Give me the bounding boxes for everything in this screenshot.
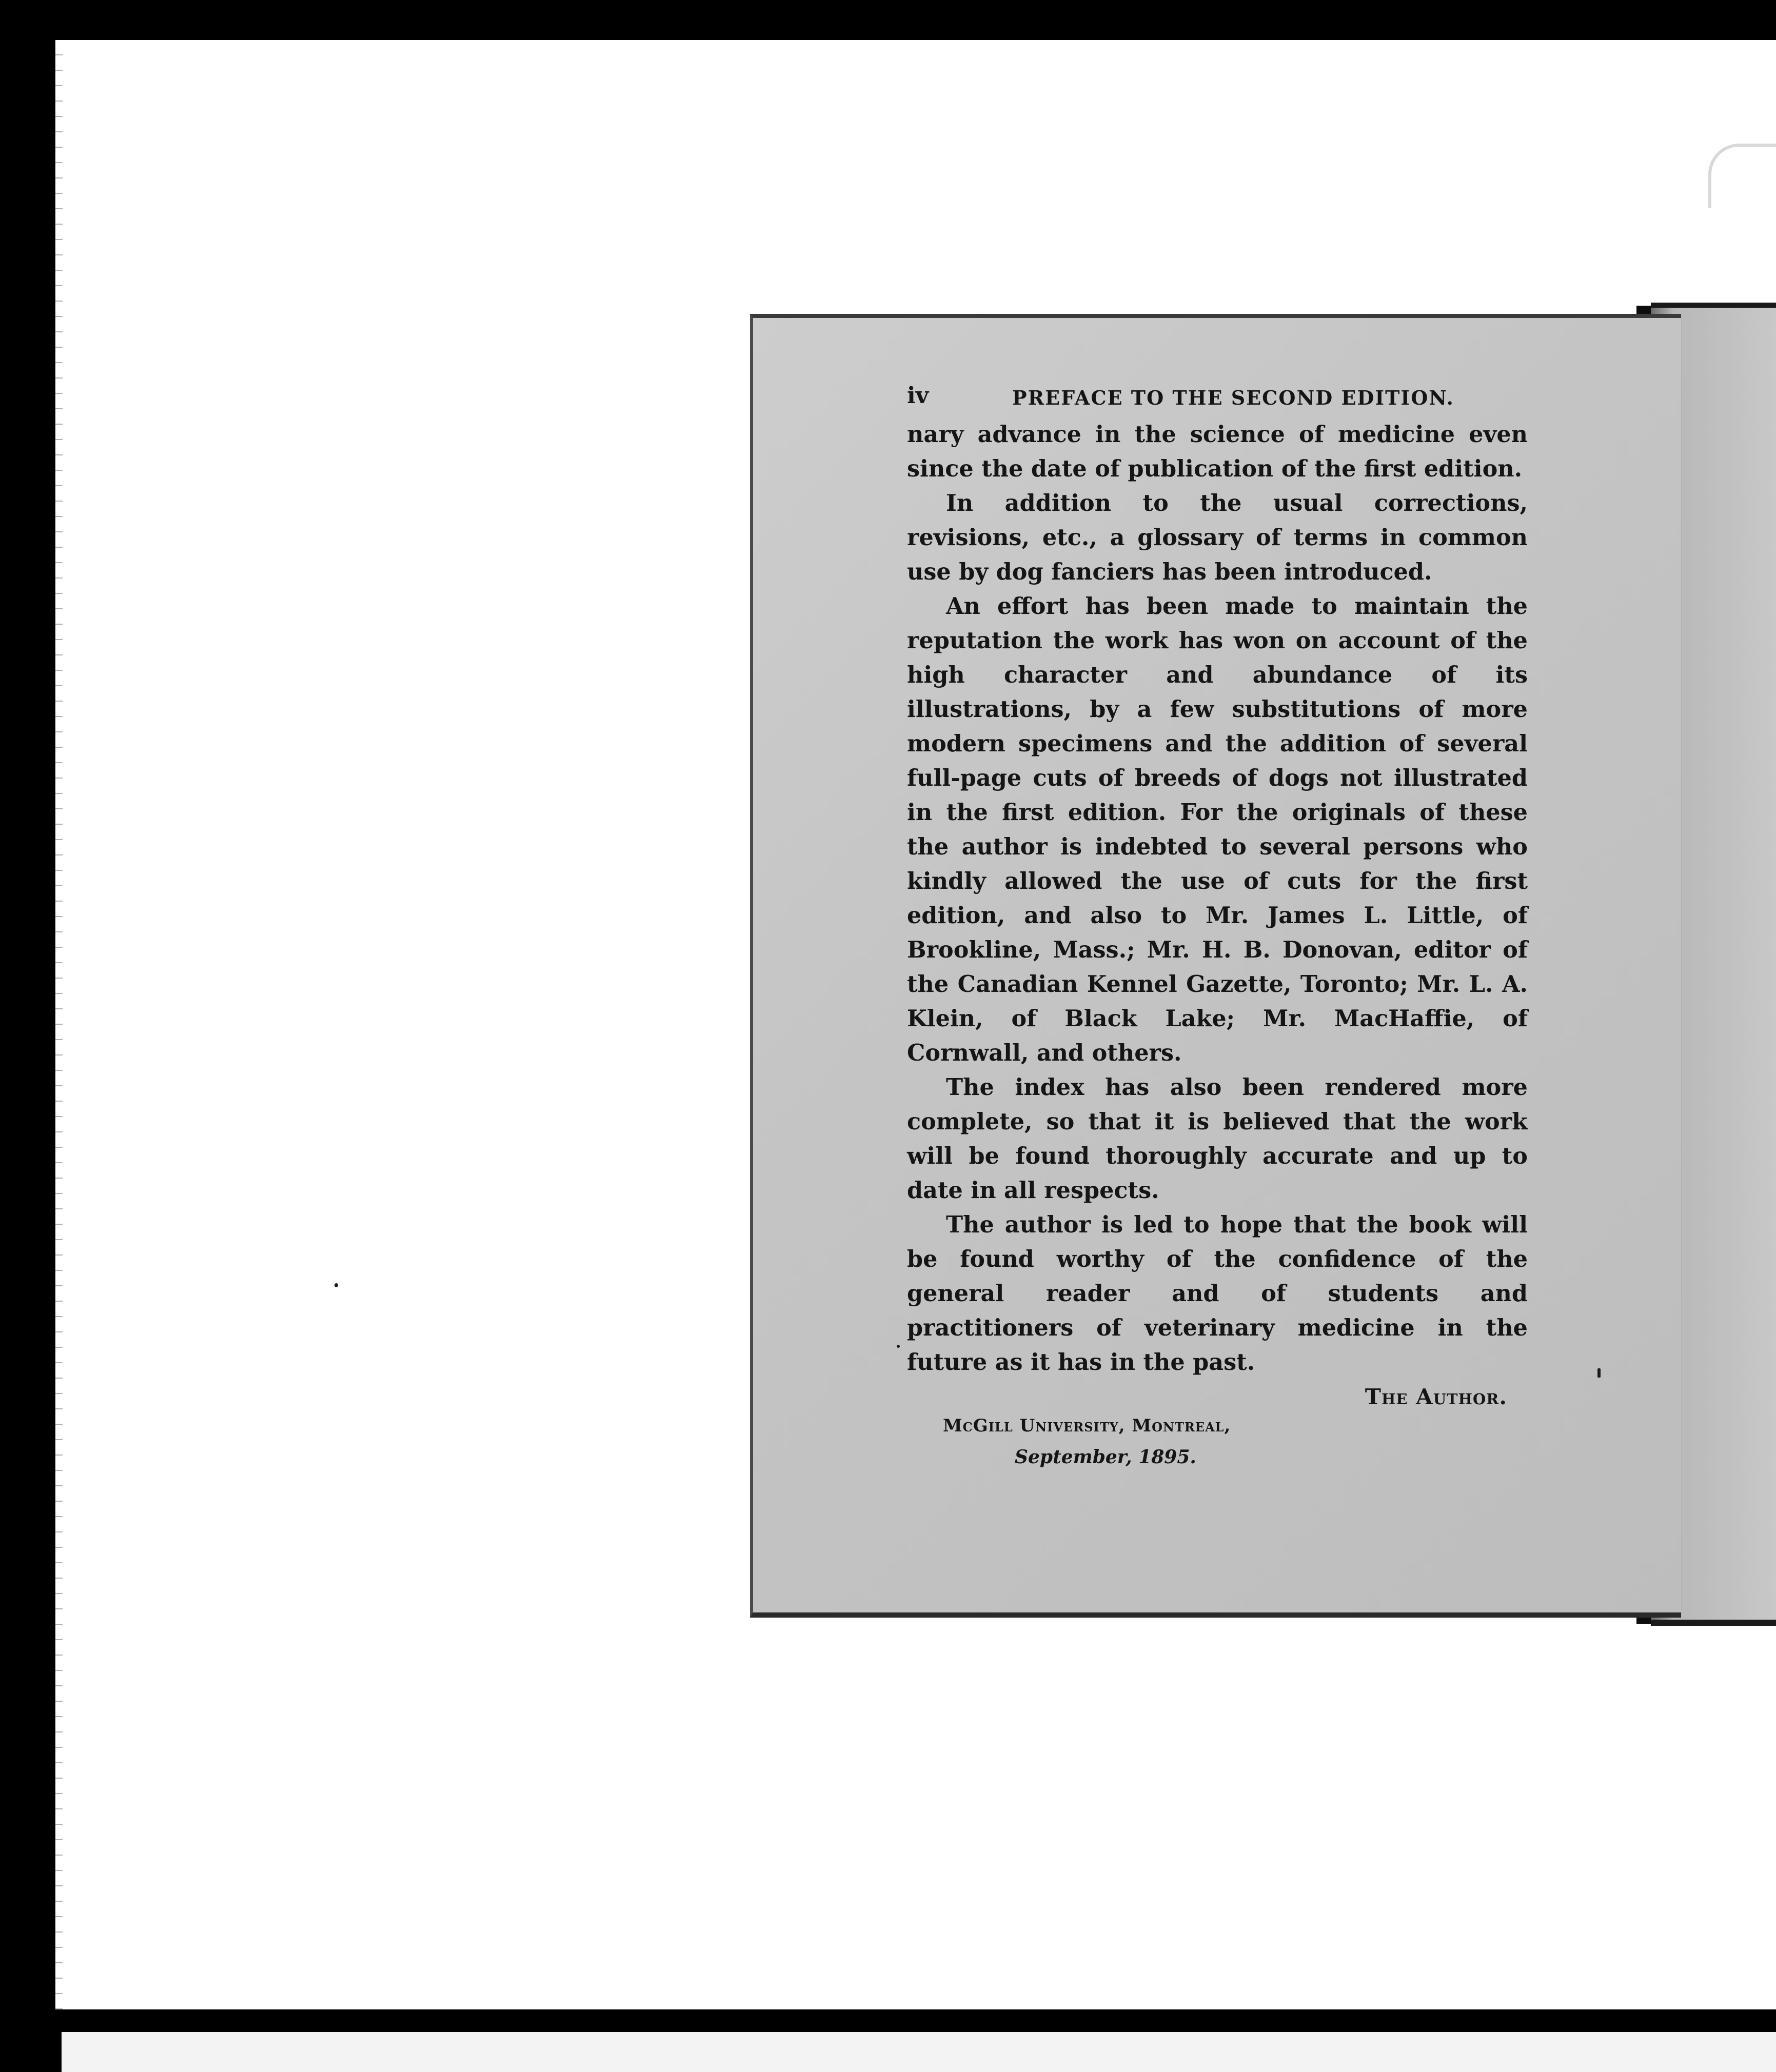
dust-speck xyxy=(897,1345,900,1348)
film-edge-marks xyxy=(55,40,63,2009)
dust-speck xyxy=(1597,1368,1601,1378)
paragraph-3: An effort has been made to maintain the reputation the work has won on account of the high character and abundance of its illustrations, by a few substitutions of more modern specimens and the addition of several full-page cuts of breeds of dogs not illustrated in the first edition. For the originals of these the author is indebted to several persons who kindly allowed the use of cuts for the first edition, and also to Mr. James L. Little, of Brookline, Mass.; Mr. H. B. Donovan, editor of the Canadian Kennel Gazette, Toronto; Mr. L. A. Klein, of Black Lake; Mr. MacHaffie, of Cornwall, and others. xyxy=(907,593,1528,1066)
paragraph-2: In addition to the usual corrections, revisions, etc., a glossary of terms in common use by dog fanciers has been introduced. xyxy=(907,490,1528,585)
page-text xyxy=(907,376,1528,1472)
dust-speck xyxy=(334,1283,338,1287)
page-curl xyxy=(1708,144,1776,208)
date-line: September, 1895. xyxy=(1015,1446,1196,1468)
author-signature: The Author. xyxy=(1365,1384,1507,1409)
running-head xyxy=(907,376,1528,417)
paragraph-5: The author is led to hope that the book will be found worthy of the confidence of the general reader and of students and practitioners of veterinary medicine in the future as it has in the past. xyxy=(907,1211,1528,1376)
paragraph-4: The index has also been rendered more complete, so that it is believed that the work will be found thoroughly accurate and up to date in all respects. xyxy=(907,1074,1528,1204)
place-line: McGill University, Montreal, xyxy=(943,1416,1231,1436)
page-number: iv xyxy=(907,383,929,409)
film-bottom-strip xyxy=(62,2032,1776,2072)
running-head-title: PREFACE TO THE SECOND EDITION. xyxy=(1012,386,1454,409)
paragraph-1: nary advance in the science of medicine even since the date of publication of the first edition. xyxy=(907,421,1528,482)
